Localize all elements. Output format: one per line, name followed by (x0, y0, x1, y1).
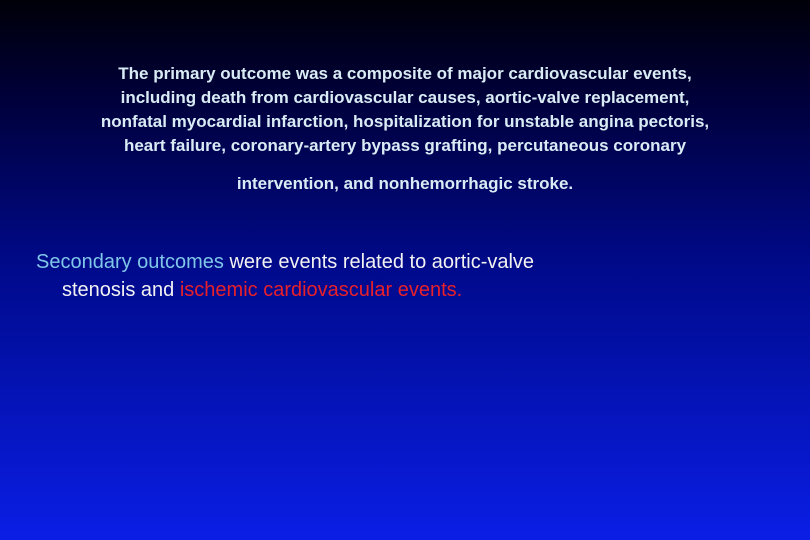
primary-line-1: The primary outcome was a composite of major cardiovascular events, (118, 64, 692, 83)
primary-line-3: nonfatal myocardial infarction, hospitalization for unstable angina pectoris, (100, 112, 710, 131)
secondary-text-1: were events related to aortic-valve (223, 251, 535, 273)
secondary-text-2: stenosis and (62, 279, 180, 301)
secondary-line-2 (36, 276, 776, 304)
secondary-outcomes-highlight: Secondary outcomes (36, 251, 224, 273)
secondary-outcome-paragraph (36, 248, 776, 304)
primary-line-2: including death from cardiovascular causes, aortic-valve replacement, (120, 88, 690, 107)
ischemic-events-highlight: ischemic cardiovascular events. (179, 279, 463, 301)
primary-line-4: heart failure, coronary-artery bypass grafting, percutaneous coronary (123, 136, 687, 155)
primary-line-5: intervention, and nonhemorrhagic stroke. (236, 174, 574, 193)
secondary-line-1 (36, 248, 776, 276)
primary-outcome-paragraph (30, 62, 780, 196)
